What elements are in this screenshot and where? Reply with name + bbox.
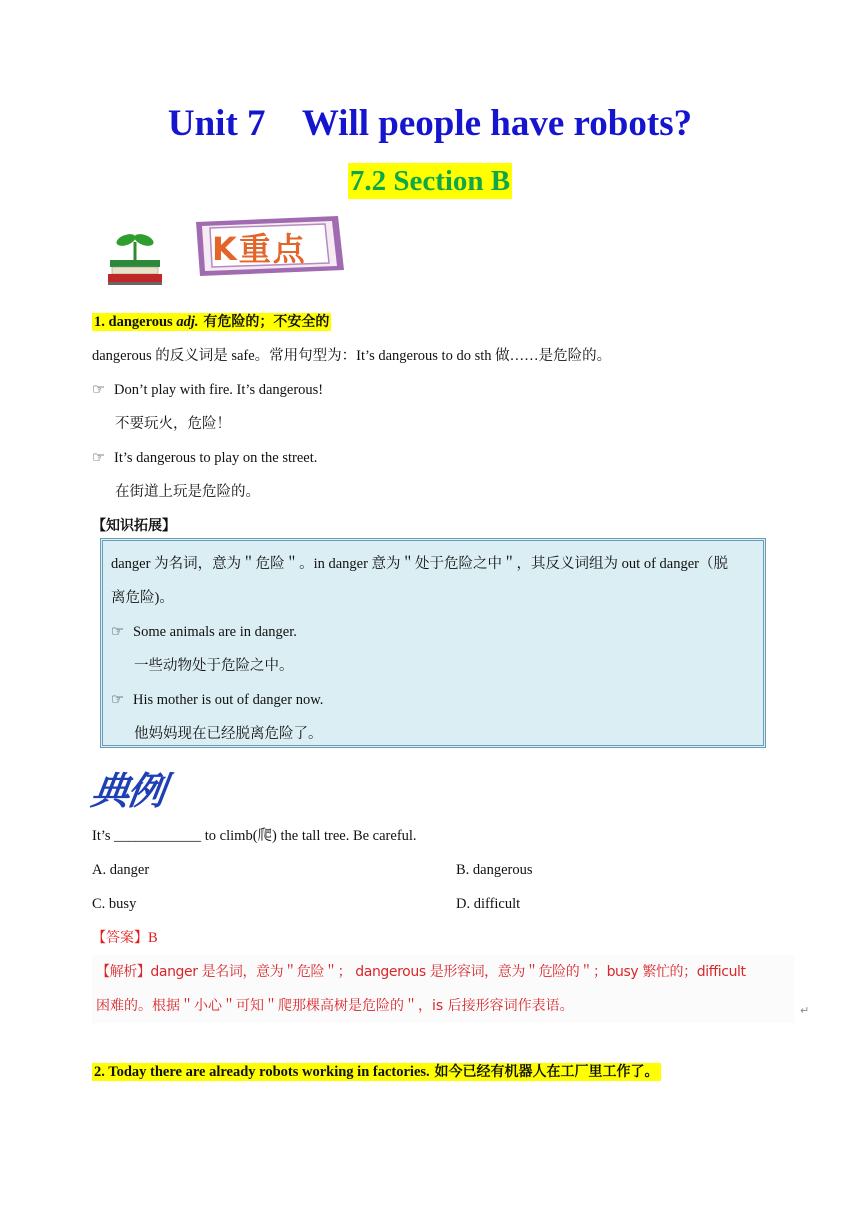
extension-label: 【知识拓展】 — [92, 518, 176, 534]
extension-text-line-1: danger 为名词，意为＂危险＂。in danger 意为＂处于危险之中＂，其反义词组为 out of danger（脱 — [111, 556, 728, 572]
extension-example-1-en-row — [111, 622, 297, 642]
extension-example-1-en: Some animals are in danger. — [133, 624, 297, 640]
point-2-heading-en: 2. Today there are already robots working in factories. — [94, 1064, 430, 1080]
page-title: Unit 7 Will people have robots? — [167, 103, 693, 144]
example-1-en: Don’t play with fire. It’s dangerous! — [114, 382, 324, 398]
extension-example-2-en-row — [111, 690, 323, 710]
answer-row — [92, 928, 158, 948]
option-a: A. danger — [92, 862, 150, 878]
extension-example-2-zh: 他妈妈现在已经脱离危险了。 — [134, 726, 323, 742]
point-1-heading-highlight — [92, 313, 331, 331]
pointing-hand-icon: ☞ — [111, 692, 124, 708]
section-subtitle-wrap — [0, 163, 860, 199]
point-1-explanation: dangerous 的反义词是 safe。常用句型为：It’s dangerous to do sth 做……是危险的。 — [92, 348, 612, 364]
key-points-badge-text: K重点 — [212, 230, 307, 268]
point-1-heading — [92, 312, 331, 332]
pointing-hand-icon: ☞ — [92, 382, 105, 398]
seedling-books-icon — [104, 226, 166, 291]
section-subtitle: 7.2 Section B — [349, 165, 511, 197]
analysis-block — [92, 955, 794, 1023]
analysis-line-2: 困难的。根据＂小心＂可知＂爬那棵高树是危险的＂，is 后接形容词作表语。 — [96, 998, 574, 1014]
point-1-meaning: 有危险的；不安全的 — [198, 314, 330, 330]
return-mark-icon: ↵ — [800, 1004, 810, 1017]
pointing-hand-icon: ☞ — [92, 450, 105, 466]
key-points-badge — [190, 214, 346, 283]
point-1-pos: adj. — [176, 314, 199, 330]
knowledge-extension-box — [100, 538, 766, 748]
option-b: B. dangerous — [456, 862, 533, 878]
example-2-en: It’s dangerous to play on the street. — [114, 450, 318, 466]
analysis-line-1: 【解析】danger 是名词，意为＂危险＂； dangerous 是形容词，意为＂危险的＂；busy 繁忙的；difficult — [96, 964, 746, 980]
extension-text-line-2: 离危险)。 — [111, 590, 174, 606]
pointing-hand-icon: ☞ — [111, 624, 124, 640]
question-text: It’s ____________ to climb(爬) the tall tree. Be careful. — [92, 828, 417, 844]
point-2-heading-highlight — [92, 1063, 661, 1081]
answer-value: B — [148, 930, 158, 946]
example-2-en-row — [92, 448, 317, 468]
typical-example-badge: 典例 — [88, 768, 167, 813]
point-2-heading — [92, 1062, 661, 1082]
example-1-en-row — [92, 380, 323, 400]
point-1-word: 1. dangerous — [94, 314, 177, 330]
point-2-heading-zh: 如今已经有机器人在工厂里工作了。 — [429, 1064, 659, 1080]
example-1-zh: 不要玩火，危险！ — [115, 416, 231, 432]
extension-example-2-en: His mother is out of danger now. — [133, 692, 324, 708]
answer-label: 【答案】 — [92, 930, 148, 946]
option-c: C. busy — [92, 896, 137, 912]
example-2-zh: 在街道上玩是危险的。 — [115, 484, 260, 500]
extension-example-1-zh: 一些动物处于危险之中。 — [134, 658, 294, 674]
option-d: D. difficult — [456, 896, 521, 912]
